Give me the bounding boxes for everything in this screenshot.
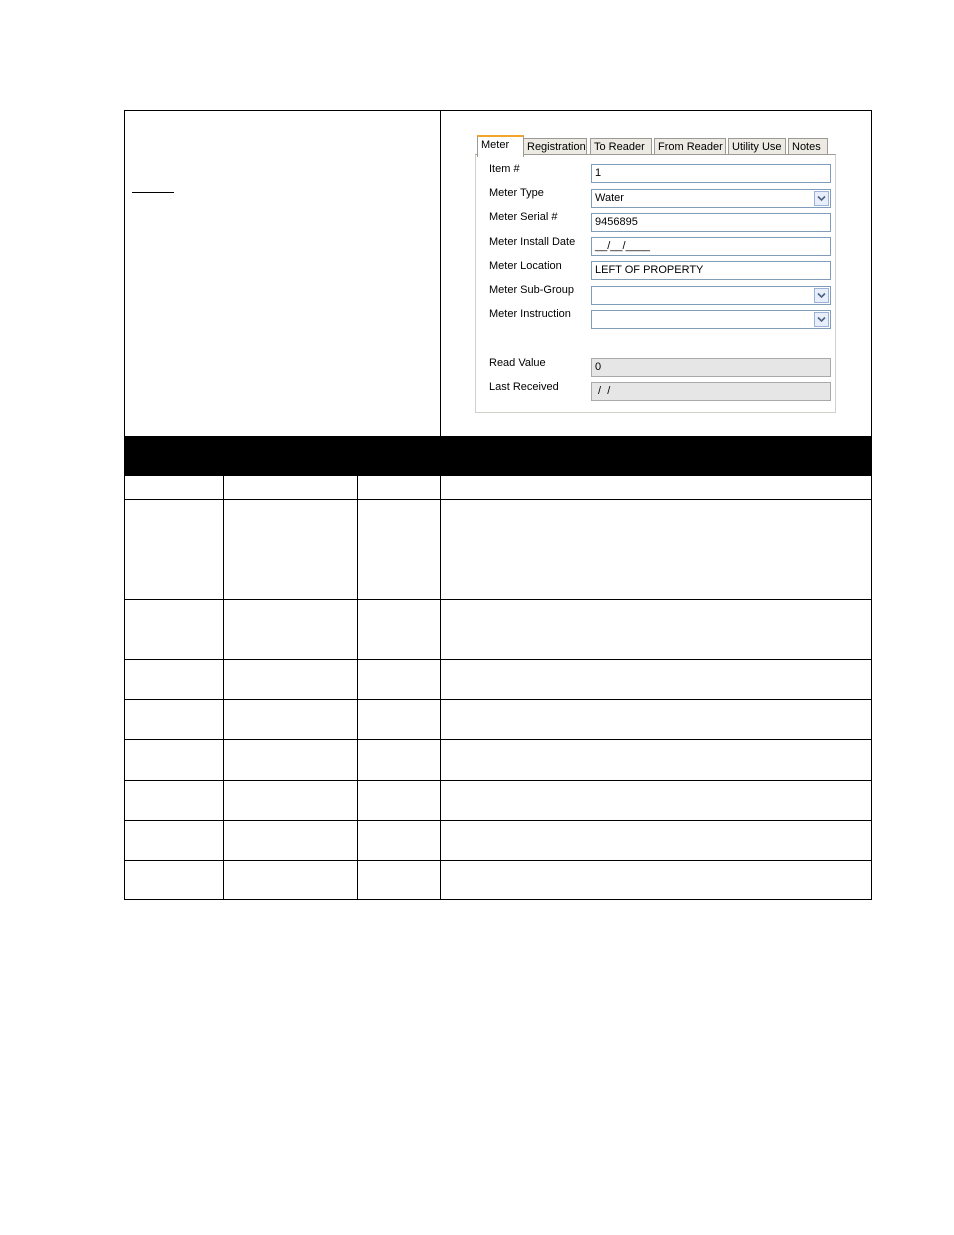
row-line [125,699,871,700]
meter-tab-panel [475,154,836,413]
last-received-label: Last Received [489,381,559,393]
tab-meter[interactable]: Meter [477,135,524,157]
row-line [125,599,871,600]
row-line [125,860,871,861]
row-line [125,499,871,500]
meter-location-label: Meter Location [489,260,562,272]
top-divider [440,111,441,436]
meter-instruction-label: Meter Instruction [489,308,571,320]
col-divider-1 [223,476,224,899]
tab-from-reader[interactable]: From Reader [654,138,726,156]
meter-sub-group-select[interactable] [591,286,831,305]
chevron-down-icon[interactable] [814,288,829,303]
meter-serial-field[interactable]: 9456895 [591,213,831,232]
tab-registration[interactable]: Registration [523,138,587,156]
meter-install-date-label: Meter Install Date [489,236,576,248]
meter-location-field[interactable]: LEFT OF PROPERTY [591,261,831,280]
last-received-field: / / [591,382,831,401]
row-line [125,820,871,821]
col-divider-3 [440,476,441,899]
row-line [125,739,871,740]
row-line [125,780,871,781]
chevron-down-icon[interactable] [814,191,829,206]
tab-notes[interactable]: Notes [788,138,828,156]
meter-form-screenshot [475,131,837,415]
meter-install-date-field[interactable]: __/__/____ [591,237,831,256]
document-table [124,110,872,900]
read-value-label: Read Value [489,357,546,369]
table-header-bar [125,436,871,476]
col-divider-2 [357,476,358,899]
tab-to-reader[interactable]: To Reader [590,138,652,156]
meter-type-select[interactable] [591,189,831,208]
chevron-down-icon[interactable] [814,312,829,327]
item-number-label: Item # [489,163,520,175]
item-number-field[interactable]: 1 [591,164,831,183]
underline-mark [132,192,174,193]
tab-utility-use[interactable]: Utility Use [728,138,786,156]
tab-strip [475,135,837,155]
row-line [125,659,871,660]
meter-serial-label: Meter Serial # [489,211,558,223]
meter-sub-group-label: Meter Sub-Group [489,284,574,296]
meter-type-label: Meter Type [489,187,544,199]
read-value-field: 0 [591,358,831,377]
meter-instruction-select[interactable] [591,310,831,329]
meter-type-value: Water [595,192,624,204]
